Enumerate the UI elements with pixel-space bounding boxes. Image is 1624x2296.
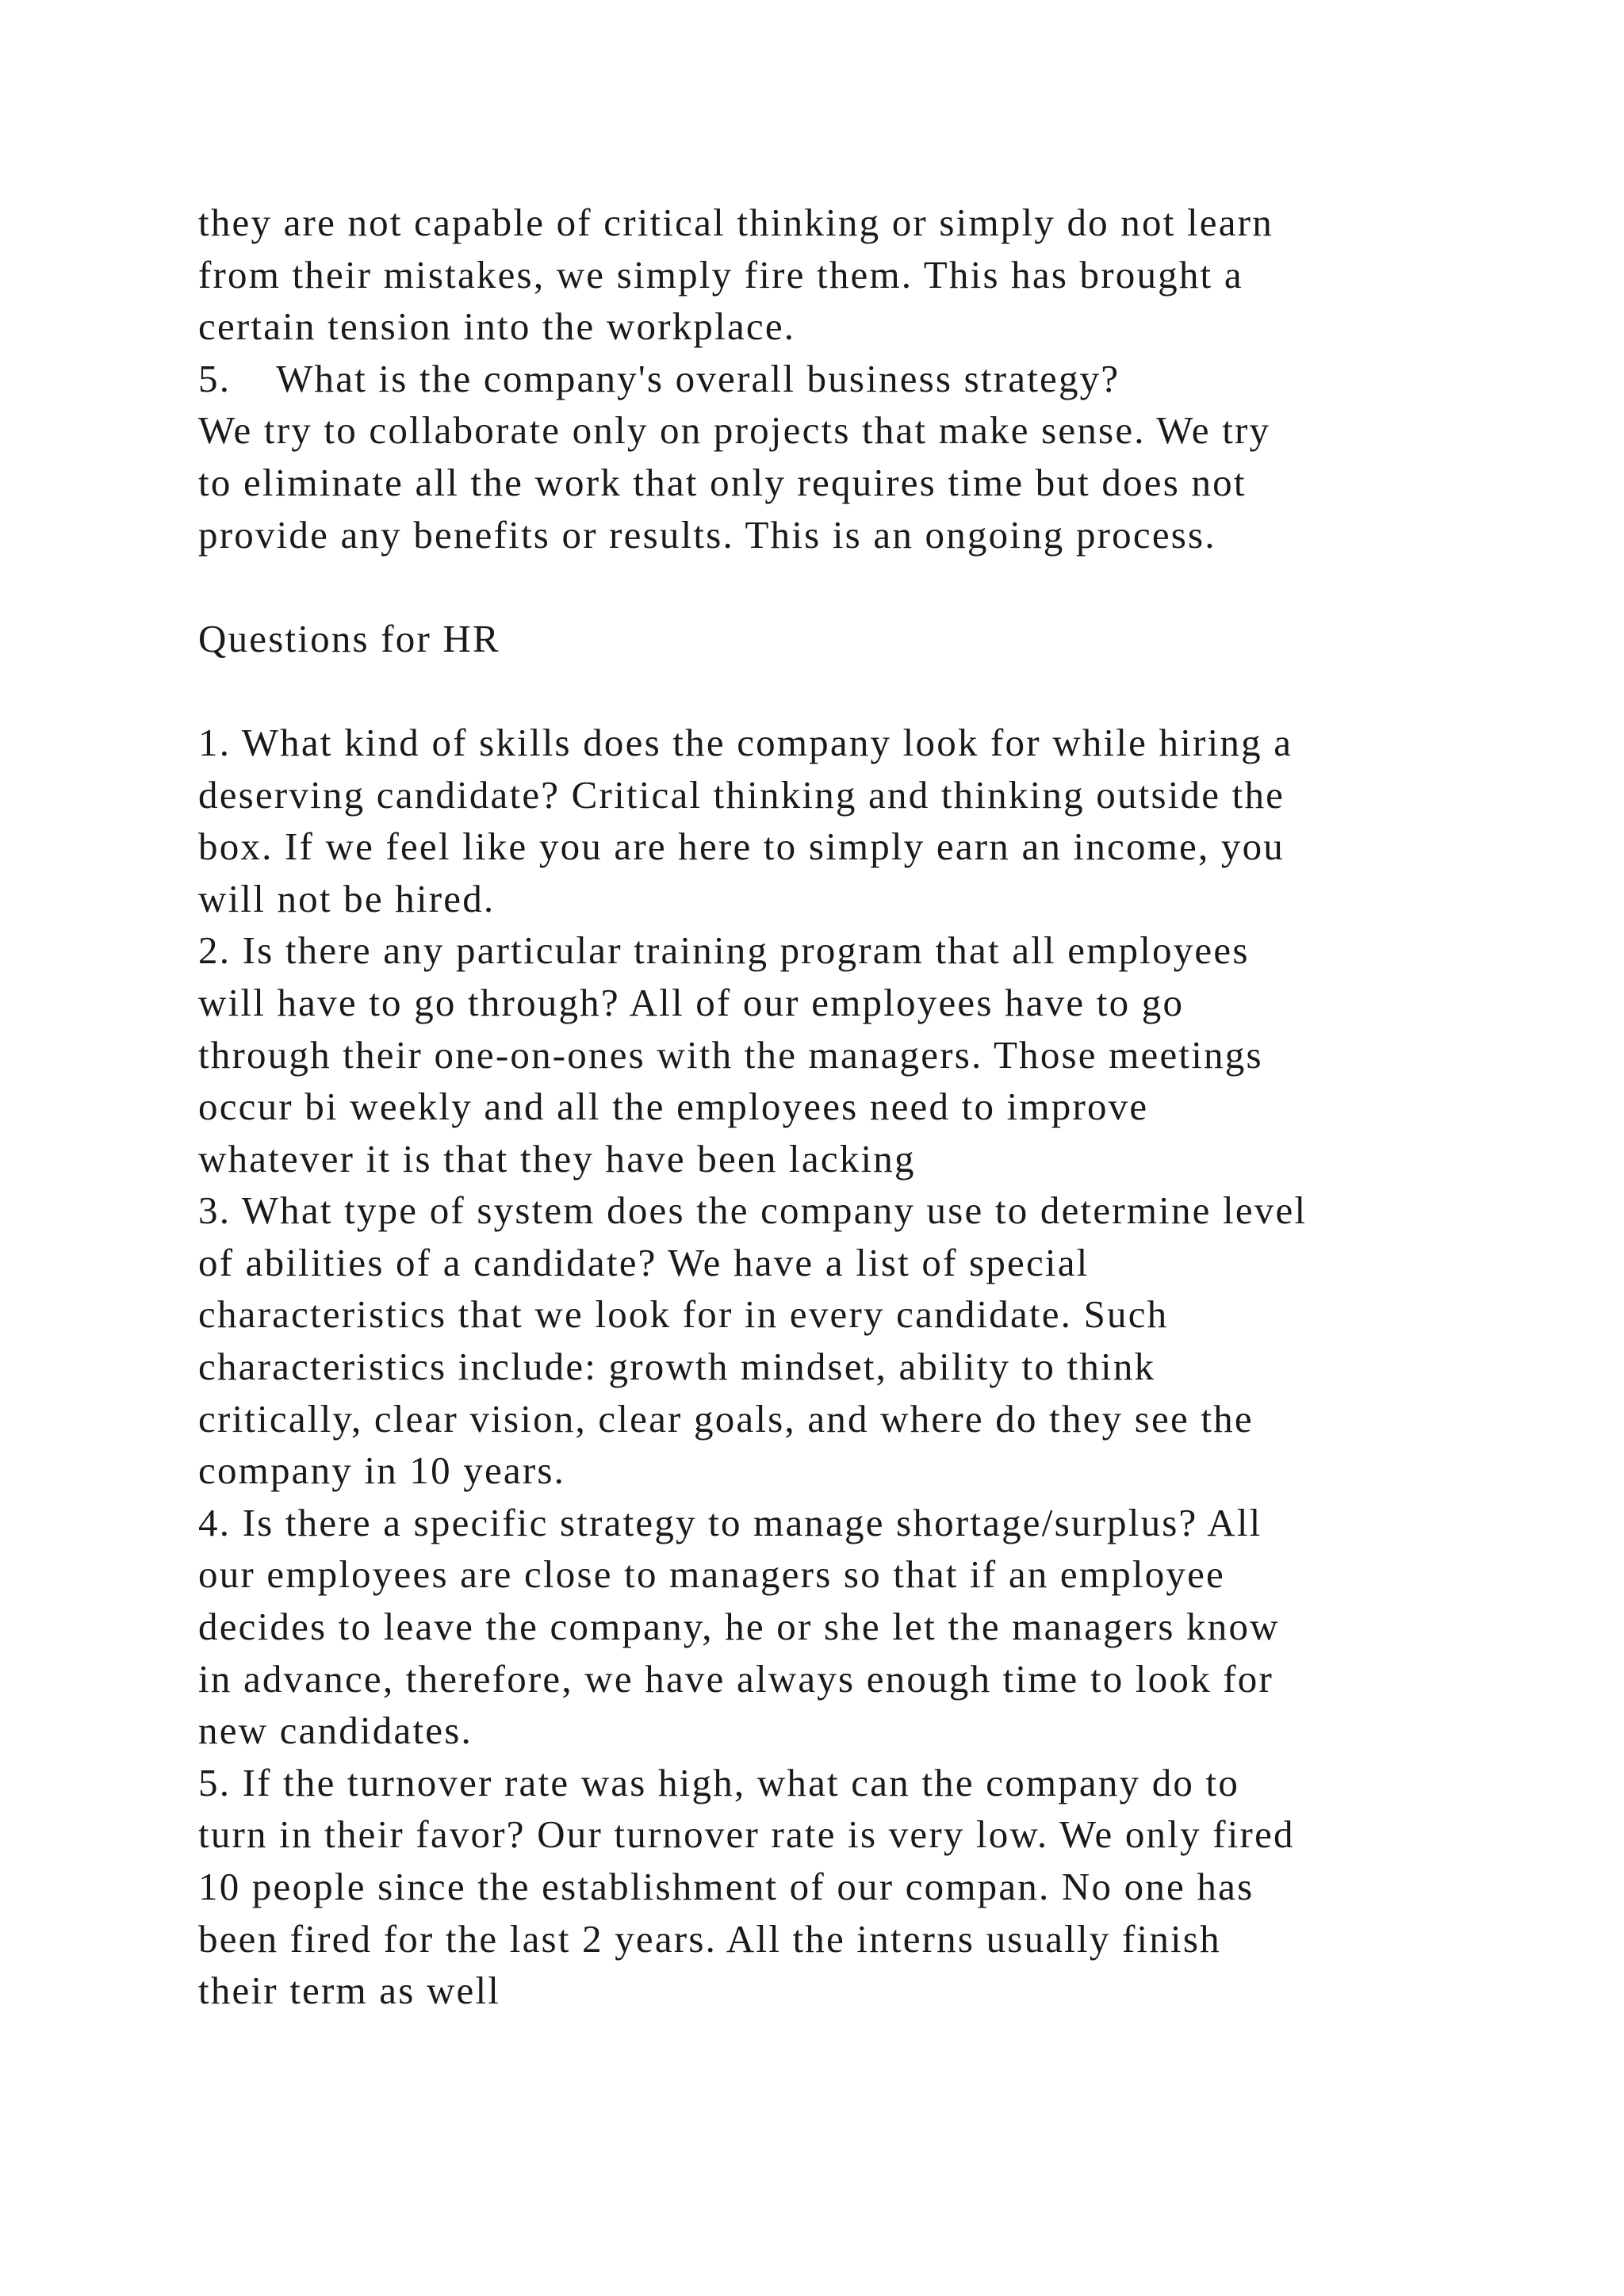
text-line: 10 people since the establishment of our compan. No one has — [198, 1865, 1254, 1908]
text-line: provide any benefits or results. This is an ongoing process. — [198, 512, 1216, 557]
text-line: to eliminate all the work that only requires time but does not — [198, 460, 1247, 504]
text-line: decides to leave the company, he or she let the managers know — [198, 1605, 1280, 1649]
text-line: company in 10 years. — [198, 1448, 566, 1493]
text-line: from their mistakes, we simply fire them. This has brought a — [198, 252, 1243, 297]
text-line: deserving candidate? Critical thinking and thinking outside the — [198, 772, 1285, 817]
text-line: 1. What kind of skills does the company look for while hiring a — [198, 720, 1293, 764]
text-line: in advance, therefore, we have always enough time to look for — [198, 1656, 1274, 1701]
text-line: they are not capable of critical thinking or simply do not learn — [198, 201, 1274, 244]
question-heading: 5. What is the company's overall business strategy? — [198, 356, 1120, 400]
text-line: occur bi weekly and all the employees need to improve — [198, 1085, 1149, 1129]
text-line: our employees are close to managers so that if an employee — [198, 1552, 1226, 1597]
text-line: been fired for the last 2 years. All the interns usually finish — [198, 1916, 1221, 1961]
blank-line — [198, 664, 1562, 717]
text-line: 5. If the turnover rate was high, what can the company do to — [198, 1760, 1240, 1804]
text-line: characteristics include: growth mindset, ability to think — [198, 1345, 1156, 1389]
text-line: We try to collaborate only on projects that make sense. We try — [198, 408, 1271, 453]
section-heading: Questions for HR — [198, 616, 500, 660]
text-line: whatever it is that they have been lacking — [198, 1136, 916, 1181]
text-line: will not be hired. — [198, 876, 496, 920]
text-line: turn in their favor? Our turnover rate is very low. We only fired — [198, 1812, 1295, 1857]
text-line: characteristics that we look for in every candidate. Such — [198, 1292, 1169, 1337]
text-line: will have to go through? All of our employees have to go — [198, 980, 1185, 1024]
text-line: through their one-on-ones with the managers. Those meetings — [198, 1032, 1263, 1077]
text-line: certain tension into the workplace. — [198, 304, 796, 349]
text-line: new candidates. — [198, 1709, 473, 1753]
text-line: 2. Is there any particular training program that all employees — [198, 928, 1250, 973]
text-line: their term as well — [198, 1969, 501, 2013]
text-line: 3. What type of system does the company use to determine level — [198, 1188, 1308, 1233]
document-body — [198, 197, 1562, 2017]
text-line: 4. Is there a specific strategy to manage shortage/surplus? All — [198, 1500, 1262, 1544]
text-line: critically, clear vision, clear goals, and where do they see the — [198, 1396, 1254, 1441]
text-line: of abilities of a candidate? We have a list of special — [198, 1240, 1090, 1284]
text-line: box. If we feel like you are here to simply earn an income, you — [198, 825, 1285, 869]
blank-line — [198, 561, 1562, 613]
